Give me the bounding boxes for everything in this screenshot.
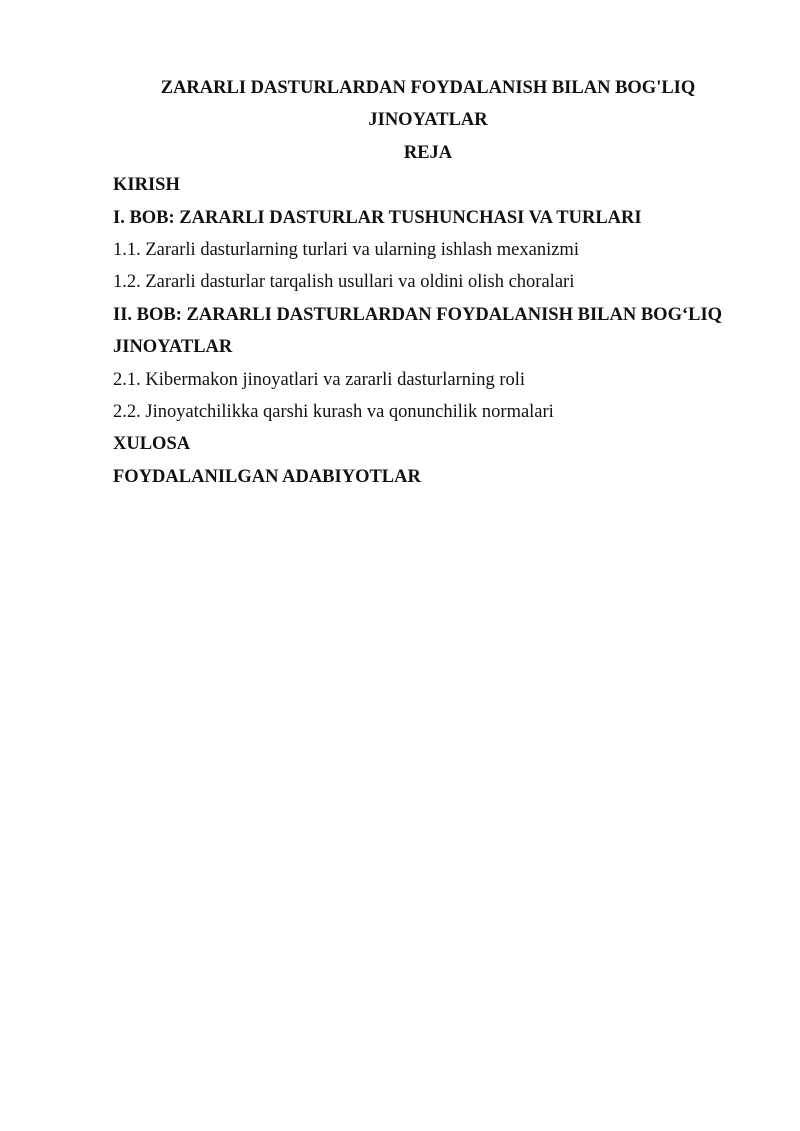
- toc-section-1-2: 1.2. Zararli dasturlar tarqalish usullari va oldini olish choralari: [113, 272, 575, 293]
- toc-chapter-2: II. BOB: ZARARLI DASTURLARDAN FOYDALANISH BILAN BOG‘LIQ: [113, 304, 723, 325]
- toc-introduction: KIRISH: [113, 175, 180, 196]
- document-page: [113, 72, 743, 493]
- toc-section-2-1: 2.1. Kibermakon jinoyatlari va zararli dasturlarning roli: [113, 369, 526, 390]
- toc-conclusion: XULOSA: [113, 434, 191, 455]
- document-title-line-2: JINOYATLAR: [368, 110, 488, 131]
- toc-section-1-1: 1.1. Zararli dasturlarning turlari va ularning ishlash mexanizmi: [113, 239, 579, 260]
- toc-references: FOYDALANILGAN ADABIYOTLAR: [113, 466, 421, 487]
- toc-section-2-2: 2.2. Jinoyatchilikka qarshi kurash va qonunchilik normalari: [113, 401, 554, 422]
- document-title-line-1: ZARARLI DASTURLARDAN FOYDALANISH BILAN BOG'LIQ: [160, 78, 696, 98]
- toc-chapter-1: I. BOB: ZARARLI DASTURLAR TUSHUNCHASI VA TURLARI: [113, 207, 642, 228]
- toc-chapter-2-continued: JINOYATLAR: [113, 337, 233, 358]
- plan-heading: REJA: [403, 142, 453, 163]
